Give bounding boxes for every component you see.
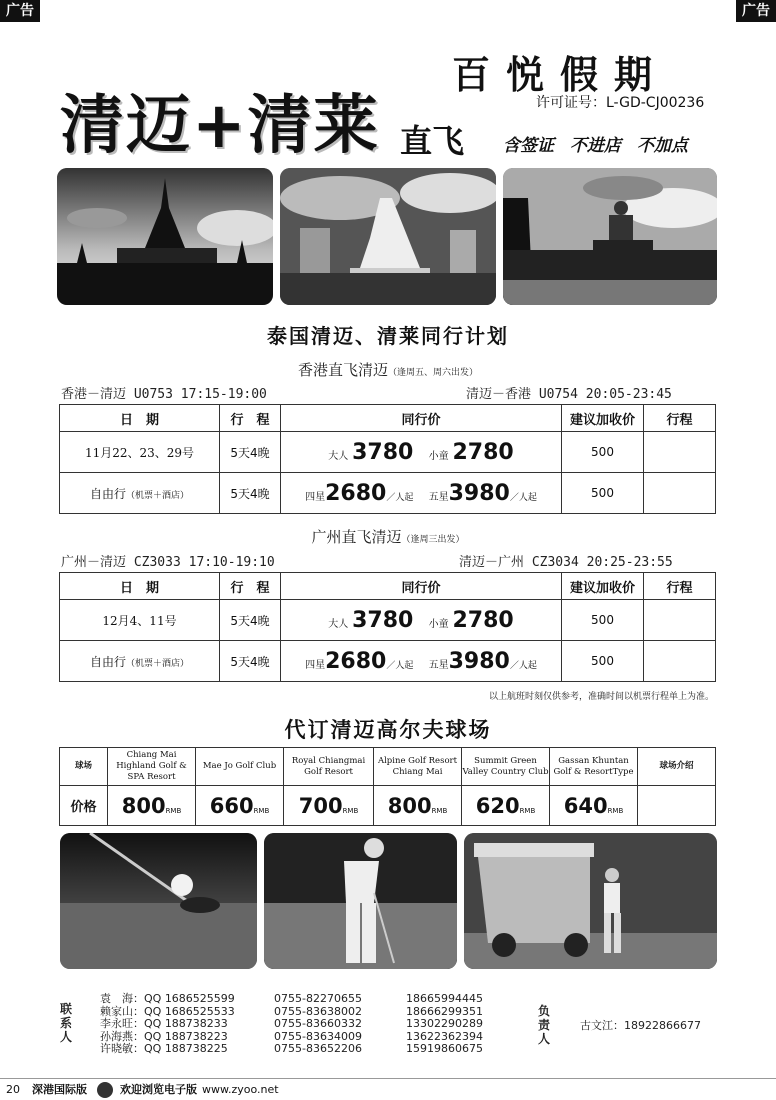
row-date: [60, 600, 220, 641]
price-label-child: 小童: [428, 450, 449, 462]
golf-price: 620: [475, 793, 520, 818]
ad-tag-left: 广告: [0, 0, 40, 22]
plan-heading: 泰国清迈、清莱同行计划: [267, 324, 509, 348]
contacts-label: 联系人: [60, 1002, 73, 1044]
contact-phone: 0755-83634009: [274, 1029, 362, 1043]
golf-table: [59, 747, 716, 826]
contacts-panel: [60, 990, 716, 1068]
golf-name-row: [60, 748, 716, 786]
row-price: [281, 473, 562, 514]
col-price: 同行价: [281, 405, 562, 432]
col-markup: 建议加收价: [562, 573, 644, 600]
contact-name: 赖家山：QQ 1686525533: [100, 1004, 235, 1018]
publisher-logo-icon: [97, 1082, 113, 1098]
golf-price: 800: [121, 793, 166, 818]
row-schedule: 5天4晚: [220, 600, 281, 641]
golf-ball-photo: [60, 833, 257, 969]
table-row: [60, 641, 716, 682]
golf-price-cell: [108, 786, 196, 826]
price-label-5star: 五星: [428, 659, 449, 671]
footer-url[interactable]: www.zyoo.net: [202, 1083, 279, 1096]
price-adult: 3780: [352, 607, 414, 633]
edition-name: 深港国际版: [32, 1083, 87, 1096]
contact-phone: 0755-83652206: [274, 1042, 362, 1055]
col-schedule: 行 程: [220, 573, 281, 600]
row-price: [281, 432, 562, 473]
row-itinerary: [644, 600, 716, 641]
gz-heading-text: 广州直飞清迈: [311, 528, 402, 546]
hk-outbound-flight: 香港－清迈 U0753 17:15-19:00: [61, 387, 267, 402]
golf-course-name: Alpine Golf Resort Chiang Mai: [374, 748, 462, 786]
row-date: [60, 473, 220, 514]
gz-outbound-flight: 广州－清迈 CZ3033 17:10-19:10: [61, 555, 275, 570]
price-label-4star: 四星: [305, 659, 326, 671]
price-unit: ／人起: [509, 660, 537, 671]
price-unit: ／人起: [386, 660, 414, 671]
gz-heading: [0, 526, 776, 547]
row-date-text: 12月4、11号: [102, 613, 177, 628]
gz-return-flight: 清迈－广州 CZ3034 20:25-23:55: [459, 555, 673, 570]
row-price: [281, 600, 562, 641]
price-label-5star: 五星: [428, 491, 449, 503]
contact-name: 许晓敏：QQ 188738225: [100, 1042, 228, 1055]
price-5star: 3980: [448, 648, 510, 674]
row-markup: 500: [562, 432, 644, 473]
contact-mobile: 13302290289: [406, 1017, 483, 1030]
row-date-text: 自由行: [89, 654, 126, 669]
contact-mobile: 13622362394: [406, 1029, 483, 1043]
golf-price-row: [60, 786, 716, 826]
license-number: 许可证号：L-GD-CJ00236: [536, 95, 705, 111]
page-footer: [0, 1078, 776, 1100]
page-title: 清迈+清莱: [60, 89, 380, 163]
golf-intro-header: 球场介绍: [638, 748, 716, 786]
golf-price-unit: RMB: [342, 806, 359, 815]
golf-label-course: 球场: [60, 748, 108, 786]
contact-mobile: 18666299351: [406, 1004, 483, 1018]
hk-heading-note: （逢周五、周六出发）: [388, 368, 479, 378]
pagoda-photo: [57, 168, 273, 305]
footer-cta: 欢迎浏览电子版: [120, 1083, 197, 1096]
golf-course-name: Gassan Khuntan Golf & ResortType: [550, 748, 638, 786]
golfer-putting-photo: [264, 833, 457, 969]
golf-heading: 代订清迈高尔夫球场: [284, 718, 492, 742]
row-itinerary: [644, 641, 716, 682]
page-number: 20: [6, 1083, 20, 1096]
manager-label: 负责人: [538, 1004, 551, 1046]
row-itinerary: [644, 473, 716, 514]
page-subtitle: 直飞: [400, 122, 465, 160]
col-itinerary: 行程: [644, 573, 716, 600]
price-label-child: 小童: [428, 618, 449, 630]
golf-price-cell: [462, 786, 550, 826]
golf-price-cell: [550, 786, 638, 826]
gz-price-table: [59, 572, 716, 682]
price-4star: 2680: [325, 648, 387, 674]
row-schedule: 5天4晚: [220, 432, 281, 473]
col-markup: 建议加收价: [562, 405, 644, 432]
contact-phone: 0755-83660332: [274, 1017, 362, 1030]
buddha-photo: [503, 168, 717, 305]
price-unit: ／人起: [386, 492, 414, 503]
golf-price: 640: [563, 793, 608, 818]
price-child: 2780: [452, 439, 514, 465]
table-row: [60, 473, 716, 514]
row-schedule: 5天4晚: [220, 641, 281, 682]
contact-mobiles: [406, 993, 483, 1056]
contact-name: 袁 海：QQ 1686525599: [100, 992, 235, 1005]
row-markup: 500: [562, 600, 644, 641]
row-date-note: （机票＋酒店）: [126, 490, 190, 501]
golf-course-name: Chiang Mai Highland Golf & SPA Resort: [108, 748, 196, 786]
golf-course-name: Mae Jo Golf Club: [196, 748, 284, 786]
row-date-text: 11月22、23、29号: [84, 445, 195, 460]
golf-price: 800: [387, 793, 432, 818]
hk-heading-text: 香港直飞清迈: [297, 361, 388, 379]
price-label-adult: 大人: [328, 450, 349, 462]
flight-footnote: 以上航班时刻仅供参考，准确时间以机票行程单上为准。: [488, 692, 714, 702]
hk-return-flight: 清迈－香港 U0754 20:05-23:45: [466, 387, 672, 402]
golf-price-unit: RMB: [607, 806, 624, 815]
contact-name: 孙海燕：QQ 188738223: [100, 1029, 228, 1043]
manager-contact: 古文江：18922866677: [580, 1019, 701, 1032]
contact-names: [100, 993, 235, 1056]
golf-price-unit: RMB: [519, 806, 536, 815]
price-5star: 3980: [448, 480, 510, 506]
slogan: 含签证 不进店 不加点: [503, 136, 688, 156]
contact-phones: [274, 993, 362, 1056]
golf-price: 700: [298, 793, 343, 818]
contact-name: 李永旺：QQ 188738233: [100, 1017, 228, 1030]
table-row: [60, 432, 716, 473]
table-header-row: [60, 573, 716, 600]
contact-mobile: 18665994445: [406, 992, 483, 1005]
row-itinerary: [644, 432, 716, 473]
price-4star: 2680: [325, 480, 387, 506]
row-markup: 500: [562, 473, 644, 514]
hk-price-table: [59, 404, 716, 514]
price-label-adult: 大人: [328, 618, 349, 630]
golf-price: 660: [209, 793, 254, 818]
golf-price-unit: RMB: [165, 806, 182, 815]
brand-logo: 百悦假期: [452, 52, 669, 97]
gz-heading-note: （逢周三出发）: [401, 535, 465, 545]
col-schedule: 行 程: [220, 405, 281, 432]
golf-label-price: 价格: [60, 786, 108, 826]
col-date: 日 期: [60, 405, 220, 432]
golf-price-cell: [374, 786, 462, 826]
price-adult: 3780: [352, 439, 414, 465]
golf-intro-cell: [638, 786, 716, 826]
table-row: [60, 600, 716, 641]
golf-cart-photo: [464, 833, 717, 969]
contact-mobile: 15919860675: [406, 1042, 483, 1055]
golf-price-cell: [196, 786, 284, 826]
price-unit: ／人起: [509, 492, 537, 503]
col-date: 日 期: [60, 573, 220, 600]
row-date: [60, 432, 220, 473]
ad-tag-right: 广告: [736, 0, 776, 22]
row-markup: 500: [562, 641, 644, 682]
price-child: 2780: [452, 607, 514, 633]
table-header-row: [60, 405, 716, 432]
col-itinerary: 行程: [644, 405, 716, 432]
col-price: 同行价: [281, 573, 562, 600]
row-price: [281, 641, 562, 682]
row-date-text: 自由行: [89, 486, 126, 501]
contact-phone: 0755-82270655: [274, 992, 362, 1005]
row-date-note: （机票＋酒店）: [126, 658, 190, 669]
golf-course-name: Royal Chiangmai Golf Resort: [284, 748, 374, 786]
golf-course-name: Summit Green Valley Country Club: [462, 748, 550, 786]
white-temple-photo: [280, 168, 496, 305]
golf-price-unit: RMB: [253, 806, 270, 815]
golf-price-cell: [284, 786, 374, 826]
price-label-4star: 四星: [305, 491, 326, 503]
golf-price-unit: RMB: [431, 806, 448, 815]
row-date: [60, 641, 220, 682]
hk-heading: [0, 359, 776, 380]
contact-phone: 0755-83638002: [274, 1004, 362, 1018]
row-schedule: 5天4晚: [220, 473, 281, 514]
